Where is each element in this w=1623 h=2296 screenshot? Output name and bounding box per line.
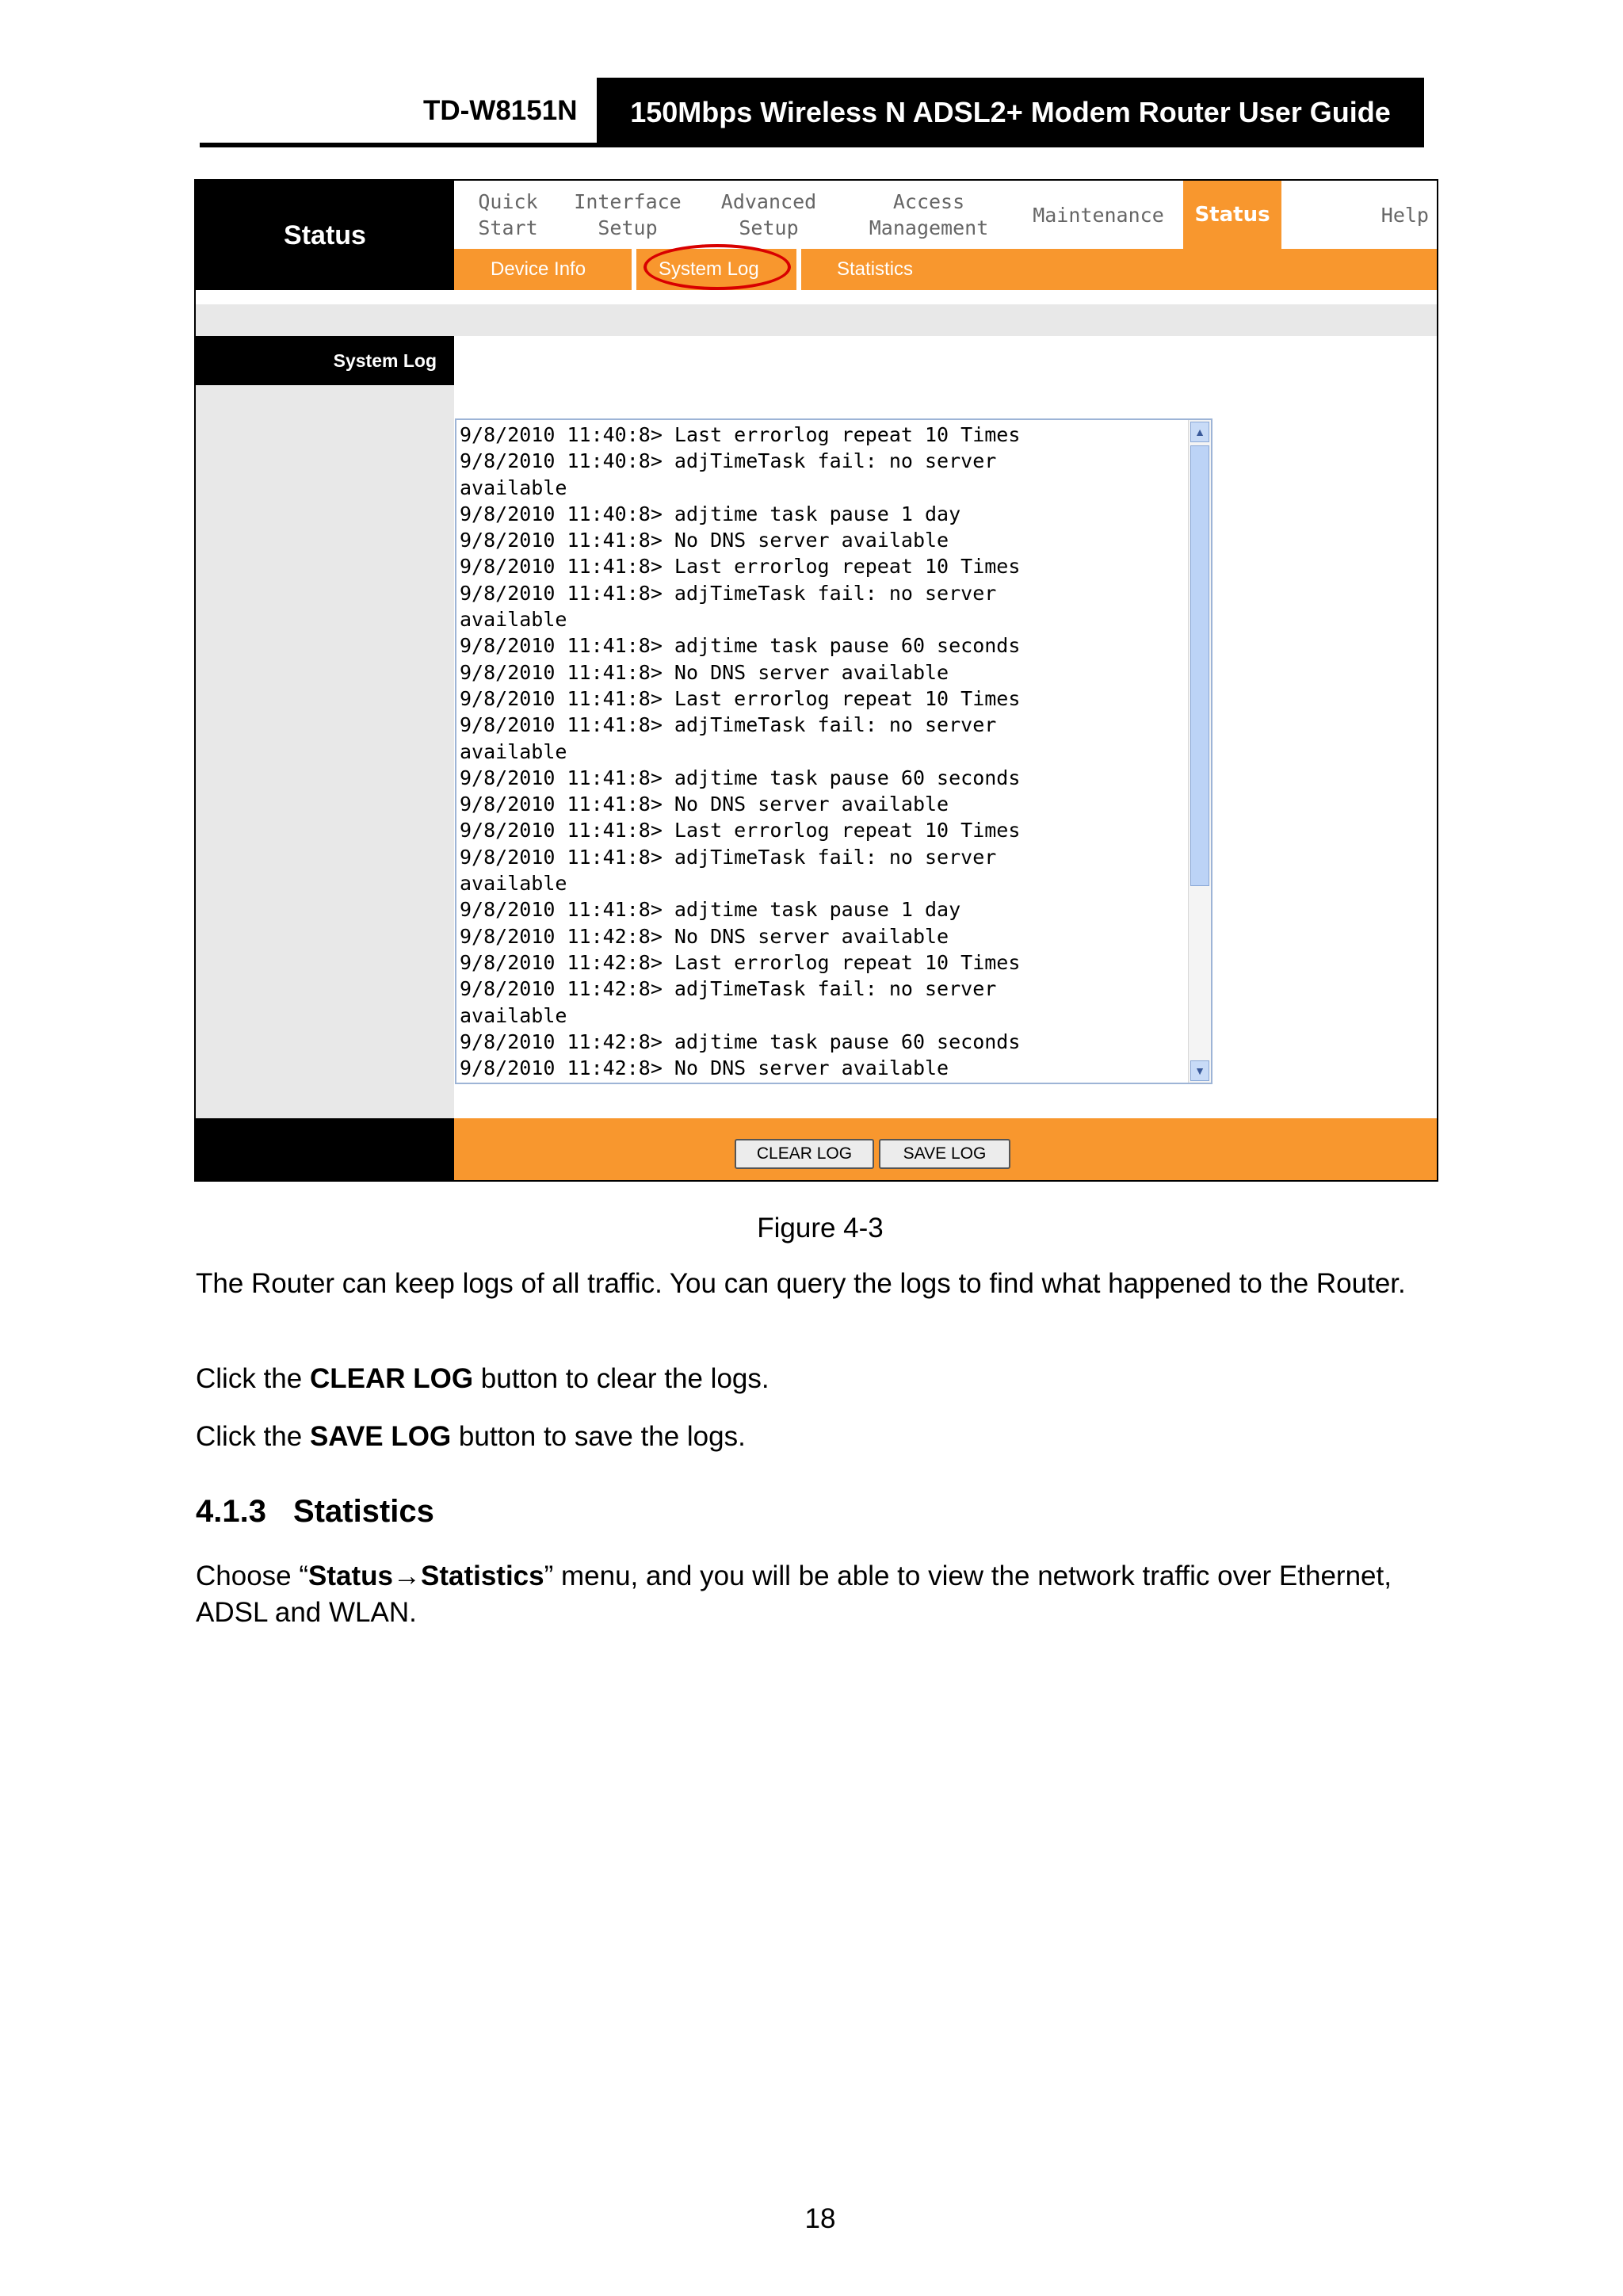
log-line: 9/8/2010 11:42:8> No DNS server available	[460, 1056, 949, 1080]
page-title: System Log	[196, 336, 454, 385]
scroll-up-arrow-icon[interactable]: ▲	[1190, 422, 1209, 442]
header-rule	[200, 143, 598, 147]
document-model: TD-W8151N	[423, 95, 578, 126]
log-line: 9/8/2010 11:41:8> No DNS server available	[460, 529, 949, 552]
footer-left	[196, 1118, 454, 1182]
scroll-down-arrow-icon[interactable]: ▼	[1190, 1060, 1209, 1081]
log-line: 9/8/2010 11:40:8> adjTimeTask fail: no server	[460, 449, 997, 473]
log-line: 9/8/2010 11:41:8> No DNS server available	[460, 793, 949, 816]
left-column	[196, 336, 454, 1137]
nav-help[interactable]: Help	[1381, 203, 1429, 227]
sub-nav	[454, 249, 1438, 290]
subnav-device-info[interactable]: Device Info	[491, 258, 586, 280]
nav-access-management[interactable]: Access Management	[869, 190, 989, 239]
log-scrollbar[interactable]	[1188, 420, 1211, 1083]
subnav-system-log[interactable]: System Log	[659, 258, 759, 280]
system-log-textarea[interactable]	[455, 418, 1212, 1084]
figure-caption: Figure 4-3	[757, 1213, 884, 1244]
log-line: 9/8/2010 11:42:8> adjtime task pause 60 seconds	[460, 1030, 1021, 1053]
nav-status[interactable]: Status	[1183, 181, 1281, 249]
subnav-statistics[interactable]: Statistics	[837, 258, 914, 280]
log-line: 9/8/2010 11:40:8> Last errorlog repeat 10 Times	[460, 423, 1021, 446]
paragraph-logs: The Router can keep logs of all traffic. You can query the logs to find what happened to the Router.	[196, 1268, 1406, 1299]
log-line: available	[460, 608, 567, 632]
log-line: 9/8/2010 11:41:8> adjTimeTask fail: no server	[460, 713, 997, 737]
log-line: available	[460, 476, 567, 499]
log-line: 9/8/2010 11:41:8> adjTimeTask fail: no server	[460, 581, 997, 605]
save-log-button[interactable]: SAVE LOG	[879, 1139, 1010, 1169]
log-line: 9/8/2010 11:41:8> Last errorlog repeat 10 Times	[460, 819, 1021, 842]
clear-log-button[interactable]: CLEAR LOG	[735, 1139, 874, 1169]
log-content	[460, 422, 1173, 1081]
log-line: available	[460, 872, 567, 896]
log-line: 9/8/2010 11:41:8> Last errorlog repeat 10 Times	[460, 686, 1021, 710]
section-label: Status	[196, 181, 454, 290]
section-title: Statistics	[293, 1494, 434, 1529]
log-line: available	[460, 739, 567, 763]
highlight-ellipse	[643, 244, 791, 290]
log-line: 9/8/2010 11:41:8> adjTimeTask fail: no server	[460, 845, 997, 869]
log-line: 9/8/2010 11:41:8> adjtime task pause 60 seconds	[460, 766, 1021, 789]
nav-advanced-setup[interactable]: Advanced Setup	[720, 190, 817, 239]
nav-quick-start[interactable]: Quick Start	[478, 190, 538, 239]
log-line: 9/8/2010 11:42:8> adjTimeTask fail: no server	[460, 977, 997, 1001]
nav-maintenance[interactable]: Maintenance	[1033, 203, 1164, 227]
log-line: 9/8/2010 11:41:8> adjtime task pause 1 day	[460, 898, 961, 922]
log-line: 9/8/2010 11:42:8> No DNS server available	[460, 924, 949, 948]
section-heading	[196, 1494, 434, 1530]
log-line: available	[460, 1003, 567, 1027]
log-line: 9/8/2010 11:42:8> Last errorlog repeat 10 Times	[460, 950, 1021, 974]
nav-interface-setup[interactable]: Interface Setup	[574, 190, 682, 239]
paragraph-save-log: Click the SAVE LOG button to save the logs.	[196, 1421, 746, 1452]
document-title: 150Mbps Wireless N ADSL2+ Modem Router User Guide	[597, 78, 1424, 147]
log-line: 9/8/2010 11:41:8> No DNS server available	[460, 660, 949, 684]
paragraph-statistics: Choose “Status→Statistics” menu, and you will be able to view the network traffic over Ethernet, ADSL and WLAN.	[196, 1561, 1392, 1628]
subnav-separator	[796, 249, 801, 290]
log-line: 9/8/2010 11:41:8> adjtime task pause 60 seconds	[460, 634, 1021, 658]
router-ui-screenshot	[194, 179, 1438, 1182]
log-line: 9/8/2010 11:40:8> adjtime task pause 1 day	[460, 502, 961, 525]
footer-bar	[454, 1118, 1438, 1182]
page-number: 18	[804, 2203, 836, 2234]
section-number: 4.1.3	[196, 1494, 266, 1529]
paragraph-clear-log: Click the CLEAR LOG button to clear the logs.	[196, 1363, 769, 1394]
main-nav	[454, 181, 1438, 249]
content-header-strip	[196, 304, 1438, 336]
log-line: 9/8/2010 11:41:8> Last errorlog repeat 10 Times	[460, 555, 1021, 579]
scroll-thumb[interactable]	[1190, 445, 1209, 886]
subnav-separator	[632, 249, 636, 290]
